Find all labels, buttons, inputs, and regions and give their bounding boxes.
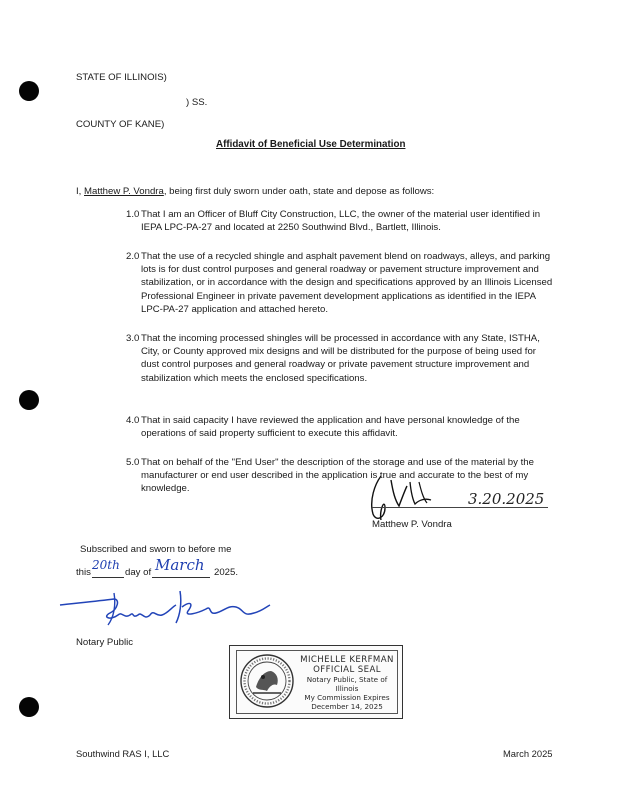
paragraph-2 (126, 250, 556, 316)
paragraph-number: 4.0 (126, 415, 140, 426)
binder-hole-top (19, 81, 39, 101)
state-seal-icon (239, 653, 295, 709)
day-of-label: day of (125, 567, 152, 578)
this-label: this (76, 567, 91, 578)
seal-expiry: December 14, 2025 (311, 702, 383, 711)
binder-hole-middle (19, 390, 39, 410)
notary-seal-stamp (229, 645, 403, 719)
year-label: 2025. (214, 567, 239, 578)
month-handwritten: March (155, 556, 205, 574)
paragraph-text: That the incoming processed shingles will be processed in accordance with any State, ISTHA, City, or County approved mix designs and will be distributed for the purpose of being used for dust control purposes and general roadway or private pavement structure improvement and stabilization which meets the enclosed specifications. (141, 333, 540, 384)
day-underline (92, 577, 124, 578)
intro-rest: , being first duly sworn under oath, state and depose as follows: (163, 186, 435, 197)
seal-notary-state: Notary Public, State of Illinois (306, 675, 388, 693)
day-handwritten: 20th (92, 558, 120, 572)
seal-commission: My Commission Expires (304, 693, 390, 702)
paragraph-number: 2.0 (126, 251, 140, 262)
month-underline (152, 577, 210, 578)
notary-signature (58, 585, 273, 633)
footer-date: March 2025 (503, 748, 553, 759)
footer-company: Southwind RAS I, LLC (76, 748, 170, 759)
notary-public-label: Notary Public (76, 637, 134, 648)
paragraph-text: That the use of a recycled shingle and asphalt pavement blend on roadways, alleys, and parking lots is for dust control purposes and general roadway or pavement structure improvement and stabilization, or in accordance with the design and specifications approved by an Illinois Licensed Professional Engineer in private pavement development applications as identified in the IEPA LPC-PA-27 application and attached hereto. (141, 251, 553, 315)
seal-inner-border (236, 650, 398, 714)
signer-name: Matthew P. Vondra (372, 519, 452, 530)
venue-ss: ) SS. (186, 97, 208, 108)
venue-state: STATE OF ILLINOIS) (76, 72, 167, 83)
venue-county: COUNTY OF KANE) (76, 119, 165, 130)
paragraph-number: 1.0 (126, 209, 140, 220)
paragraph-3 (126, 332, 556, 385)
paragraph-1 (126, 208, 556, 234)
intro-prefix: I, (76, 186, 84, 197)
signature-date-handwritten: 3.20.2025 (468, 490, 545, 508)
paragraph-text: That in said capacity I have reviewed the application and have personal knowledge of the operations of said property sufficient to execute this affidavit. (141, 415, 520, 440)
paragraph-number: 5.0 (126, 457, 140, 468)
paragraph-number: 3.0 (126, 333, 140, 344)
subscribed-line: Subscribed and sworn to before me (80, 544, 232, 555)
binder-hole-bottom (19, 697, 39, 717)
seal-official: OFFICIAL SEAL (313, 665, 381, 675)
signature-line (372, 507, 548, 508)
paragraph-4 (126, 414, 556, 440)
seal-text-block (297, 655, 397, 711)
document-title: Affidavit of Beneficial Use Determination (216, 139, 406, 150)
intro-line (76, 185, 556, 198)
seal-name: MICHELLE KERFMAN (300, 655, 394, 665)
intro-name: Matthew P. Vondra (84, 186, 164, 197)
paragraph-text: That I am an Officer of Bluff City Construction, LLC, the owner of the material user identified in IEPA LPC-PA-27 and located at 2250 Southwind Blvd., Bartlett, Illinois. (141, 209, 541, 234)
paragraph-text: That on behalf of the "End User" the description of the storage and use of the material by the manufacturer or end user described in the application is true and accurate to the best of my knowledge. (141, 457, 534, 495)
